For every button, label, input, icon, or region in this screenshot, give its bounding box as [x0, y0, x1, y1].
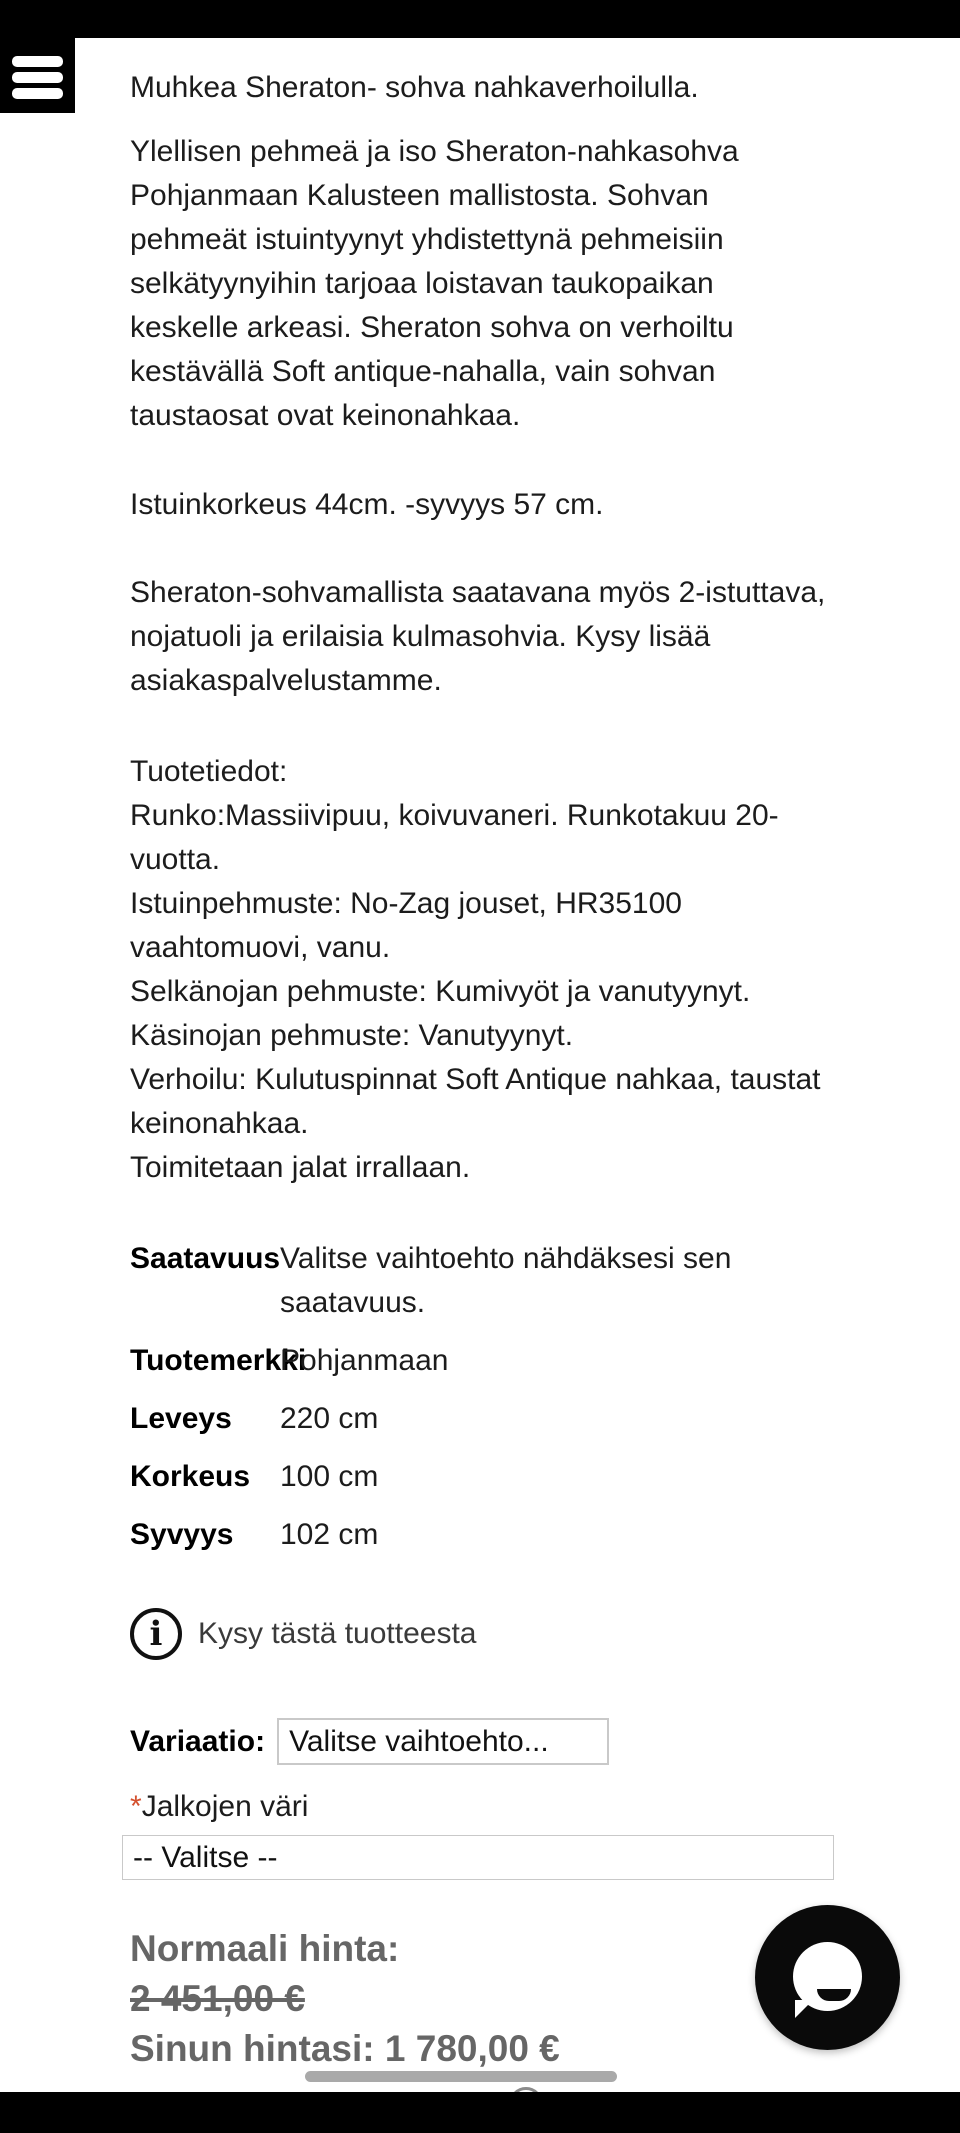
spec-label: Tuotemerkki [130, 1344, 307, 1377]
normal-price-value: 2 451,00 € [130, 1978, 305, 2019]
top-bar [0, 0, 960, 38]
your-price: Sinun hintasi: 1 780,00 € [130, 2028, 560, 2069]
details-line: Selkänojan pehmuste: Kumivyöt ja vanutyynyt. [130, 975, 751, 1008]
product-description: Ylellisen pehmeä ja iso Sheraton-nahkasohva Pohjanmaan Kalusteen mallistosta. Sohvan pehmeät istuintyynyt yhdistettynä pehmeisiin selkätyynyihin tarjoaa loistavan taukopaikan keskelle arkeasi. Sheraton sohva on verhoiltu kestävällä Soft antique-nahalla, vain sohvan taustaosat ovat keinonahkaa. [130, 135, 739, 432]
details-line: Toimitetaan jalat irrallaan. [130, 1151, 471, 1184]
spec-label: Syvyys [130, 1518, 234, 1551]
dimensions-note: Istuinkorkeus 44cm. -syvyys 57 cm. [130, 488, 604, 521]
leg-color-field-label [130, 1785, 830, 1829]
details-line: Istuinpehmuste: No-Zag jouset, HR35100 vaahtomuovi, vanu. [130, 887, 682, 964]
spec-value: 102 cm [280, 1518, 379, 1551]
spec-row-width [130, 1390, 830, 1448]
details-heading: Tuotetiedot: [130, 755, 288, 788]
spec-row-depth [130, 1506, 830, 1564]
leg-color-label: Jalkojen väri [141, 1790, 309, 1823]
spec-value: Valitse vaihtoehto nähdäksesi sen saatavuus. [280, 1242, 732, 1319]
required-asterisk: * [130, 1790, 142, 1823]
spec-value: Pohjanmaan [280, 1344, 449, 1377]
details-line: Verhoilu: Kulutuspinnat Soft Antique nahkaa, taustat keinonahkaa. [130, 1063, 821, 1140]
spec-row-height [130, 1448, 830, 1506]
ask-about-product-label: Kysy tästä tuotteesta [198, 1617, 477, 1650]
spec-label: Saatavuus [130, 1242, 281, 1275]
variation-field [130, 1718, 830, 1765]
ask-about-product-link[interactable] [130, 1608, 830, 1660]
variation-select[interactable]: Valitse vaihtoehto... [277, 1718, 609, 1765]
spec-label: Korkeus [130, 1460, 251, 1493]
info-icon: i [130, 1608, 182, 1660]
main-content [0, 66, 960, 2074]
variation-label: Variaatio: [130, 1724, 266, 1758]
spec-row-availability [130, 1230, 830, 1332]
spec-value: 100 cm [280, 1460, 379, 1493]
details-line: Käsinojan pehmuste: Vanutyynyt. [130, 1019, 574, 1052]
bottom-bar [0, 2092, 960, 2133]
spec-label: Leveys [130, 1402, 232, 1435]
scrollbar-handle[interactable] [305, 2071, 617, 2082]
normal-price-label: Normaali hinta: [130, 1928, 400, 1969]
chat-button[interactable] [755, 1905, 900, 2050]
spec-value: 220 cm [280, 1402, 379, 1435]
product-title: Muhkea Sheraton- sohva nahkaverhoilulla. [130, 71, 699, 104]
pricing-block [130, 1924, 830, 2074]
leg-color-select[interactable]: -- Valitse -- [122, 1835, 834, 1880]
details-line: Runko:Massiivipuu, koivuvaneri. Runkotakuu 20-vuotta. [130, 799, 779, 876]
product-details [130, 750, 830, 1190]
variants-note: Sheraton-sohvamallista saatavana myös 2-istuttava, nojatuoli ja erilaisia kulmasohvia. Kysy lisää asiakaspalvelustamme. [130, 576, 826, 697]
spec-row-brand [130, 1332, 830, 1390]
spec-table [130, 1230, 830, 1564]
